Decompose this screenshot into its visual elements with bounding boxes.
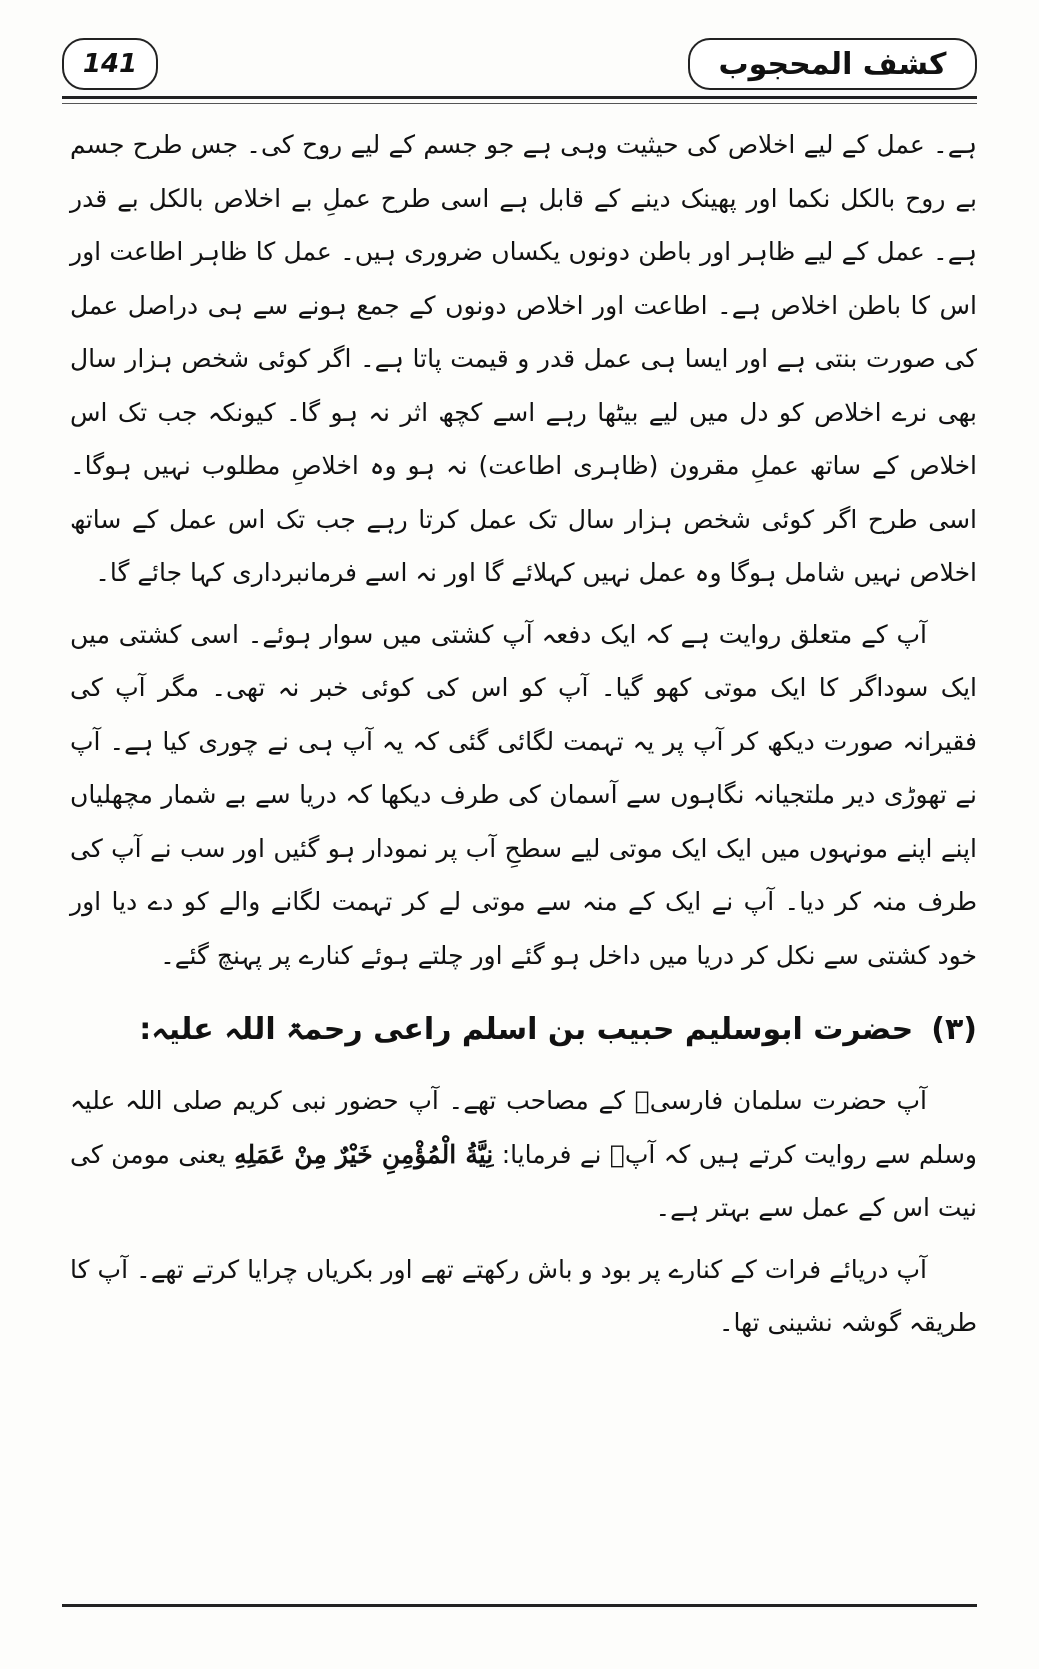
paragraph-3-text-start: آپ حضرت سلمان فارسیؓ کے مصاحب تھے۔ آپ حضور نبی کریم صلی اللہ علیہ وسلم سے روایت کرتے ہیں کہ آپؐ نے فرمایا: (70, 1086, 977, 1169)
page-number: 141 (62, 38, 158, 90)
footer-divider (62, 1604, 977, 1607)
paragraph-3-text-end: یعنی مومن کی نیت اس کے عمل سے بہتر ہے۔ (70, 1139, 977, 1222)
page-content (70, 118, 977, 1350)
paragraph-1: ہے۔ عمل کے لیے اخلاص کی حیثیت وہی ہے جو جسم کے لیے روح کی۔ جس طرح جسم بے روح بالکل نکما اور پھینک دینے کے قابل ہے اسی طرح عملِ بے اخلاص بالکل بے قدر ہے۔ عمل کے لیے ظاہر اور باطن دونوں یکساں ضروری ہیں۔ عمل کا ظاہر اطاعت اور اس کا باطن اخلاص ہے۔ اطاعت اور اخلاص دونوں کے جمع ہونے سے ہی دراصل عمل کی صورت بنتی ہے اور ایسا ہی عمل قدر و قیمت پاتا ہے۔ اگر کوئی شخص ہزار سال بھی نرے اخلاص کو دل میں لیے بیٹھا رہے اسے کچھ اثر نہ ہو گا۔ کیونکہ جب تک اس اخلاص کے ساتھ عملِ مقرون (ظاہری اطاعت) نہ ہو وہ اخلاصِ مطلوب نہیں ہوگا۔ اسی طرح اگر کوئی شخص ہزار سال تک عمل کرتا رہے جب تک اس عمل کے ساتھ اخلاص نہیں شامل ہوگا وہ عمل نہیں کہلائے گا اور نہ اسے فرمانبرداری کہا جائے گا۔ (70, 130, 977, 587)
book-title: کشف المحجوب (688, 38, 977, 90)
paragraph-3 (70, 1074, 977, 1235)
header-divider-thin (62, 103, 977, 104)
section-heading (70, 1000, 977, 1060)
header-divider (62, 96, 977, 99)
paragraph-4: آپ دریائے فرات کے کنارے پر بود و باش رکھتے تھے اور بکریاں چرایا کرتے تھے۔ آپ کا طریقہ گوشہ نشینی تھا۔ (70, 1254, 977, 1337)
section-title: حضرت ابوسلیم حبیب بن اسلم راعی رحمۃ اللہ علیہ: (139, 1012, 914, 1047)
hadith-quote: نِيَّةُ الْمُؤْمِنِ خَيْرٌ مِنْ عَمَلِهِ (234, 1139, 494, 1169)
paragraph-2: آپ کے متعلق روایت ہے کہ ایک دفعہ آپ کشتی میں سوار ہوئے۔ اسی کشتی میں ایک سوداگر کا ایک موتی کھو گیا۔ آپ کو اس کی کوئی خبر نہ تھی۔ مگر آپ کی فقیرانہ صورت دیکھ کر آپ پر یہ تہمت لگائی گئی کہ یہ آپ ہی نے چوری کیا ہے۔ آپ نے تھوڑی دیر ملتجیانہ نگاہوں سے آسمان کی طرف دیکھا کہ دریا سے بے شمار مچھلیاں اپنے اپنے مونہوں میں ایک ایک موتی لیے سطحِ آب پر نمودار ہو گئیں اور سب نے آپ کی طرف منہ کر دیا۔ آپ نے ایک کے منہ سے موتی لے کر تہمت لگانے والے کو دے دیا اور خود کشتی سے نکل کر دریا میں داخل ہو گئے اور چلتے ہوئے کنارے پر پہنچ گئے۔ (70, 619, 977, 970)
section-number: (۳) (931, 1012, 977, 1047)
